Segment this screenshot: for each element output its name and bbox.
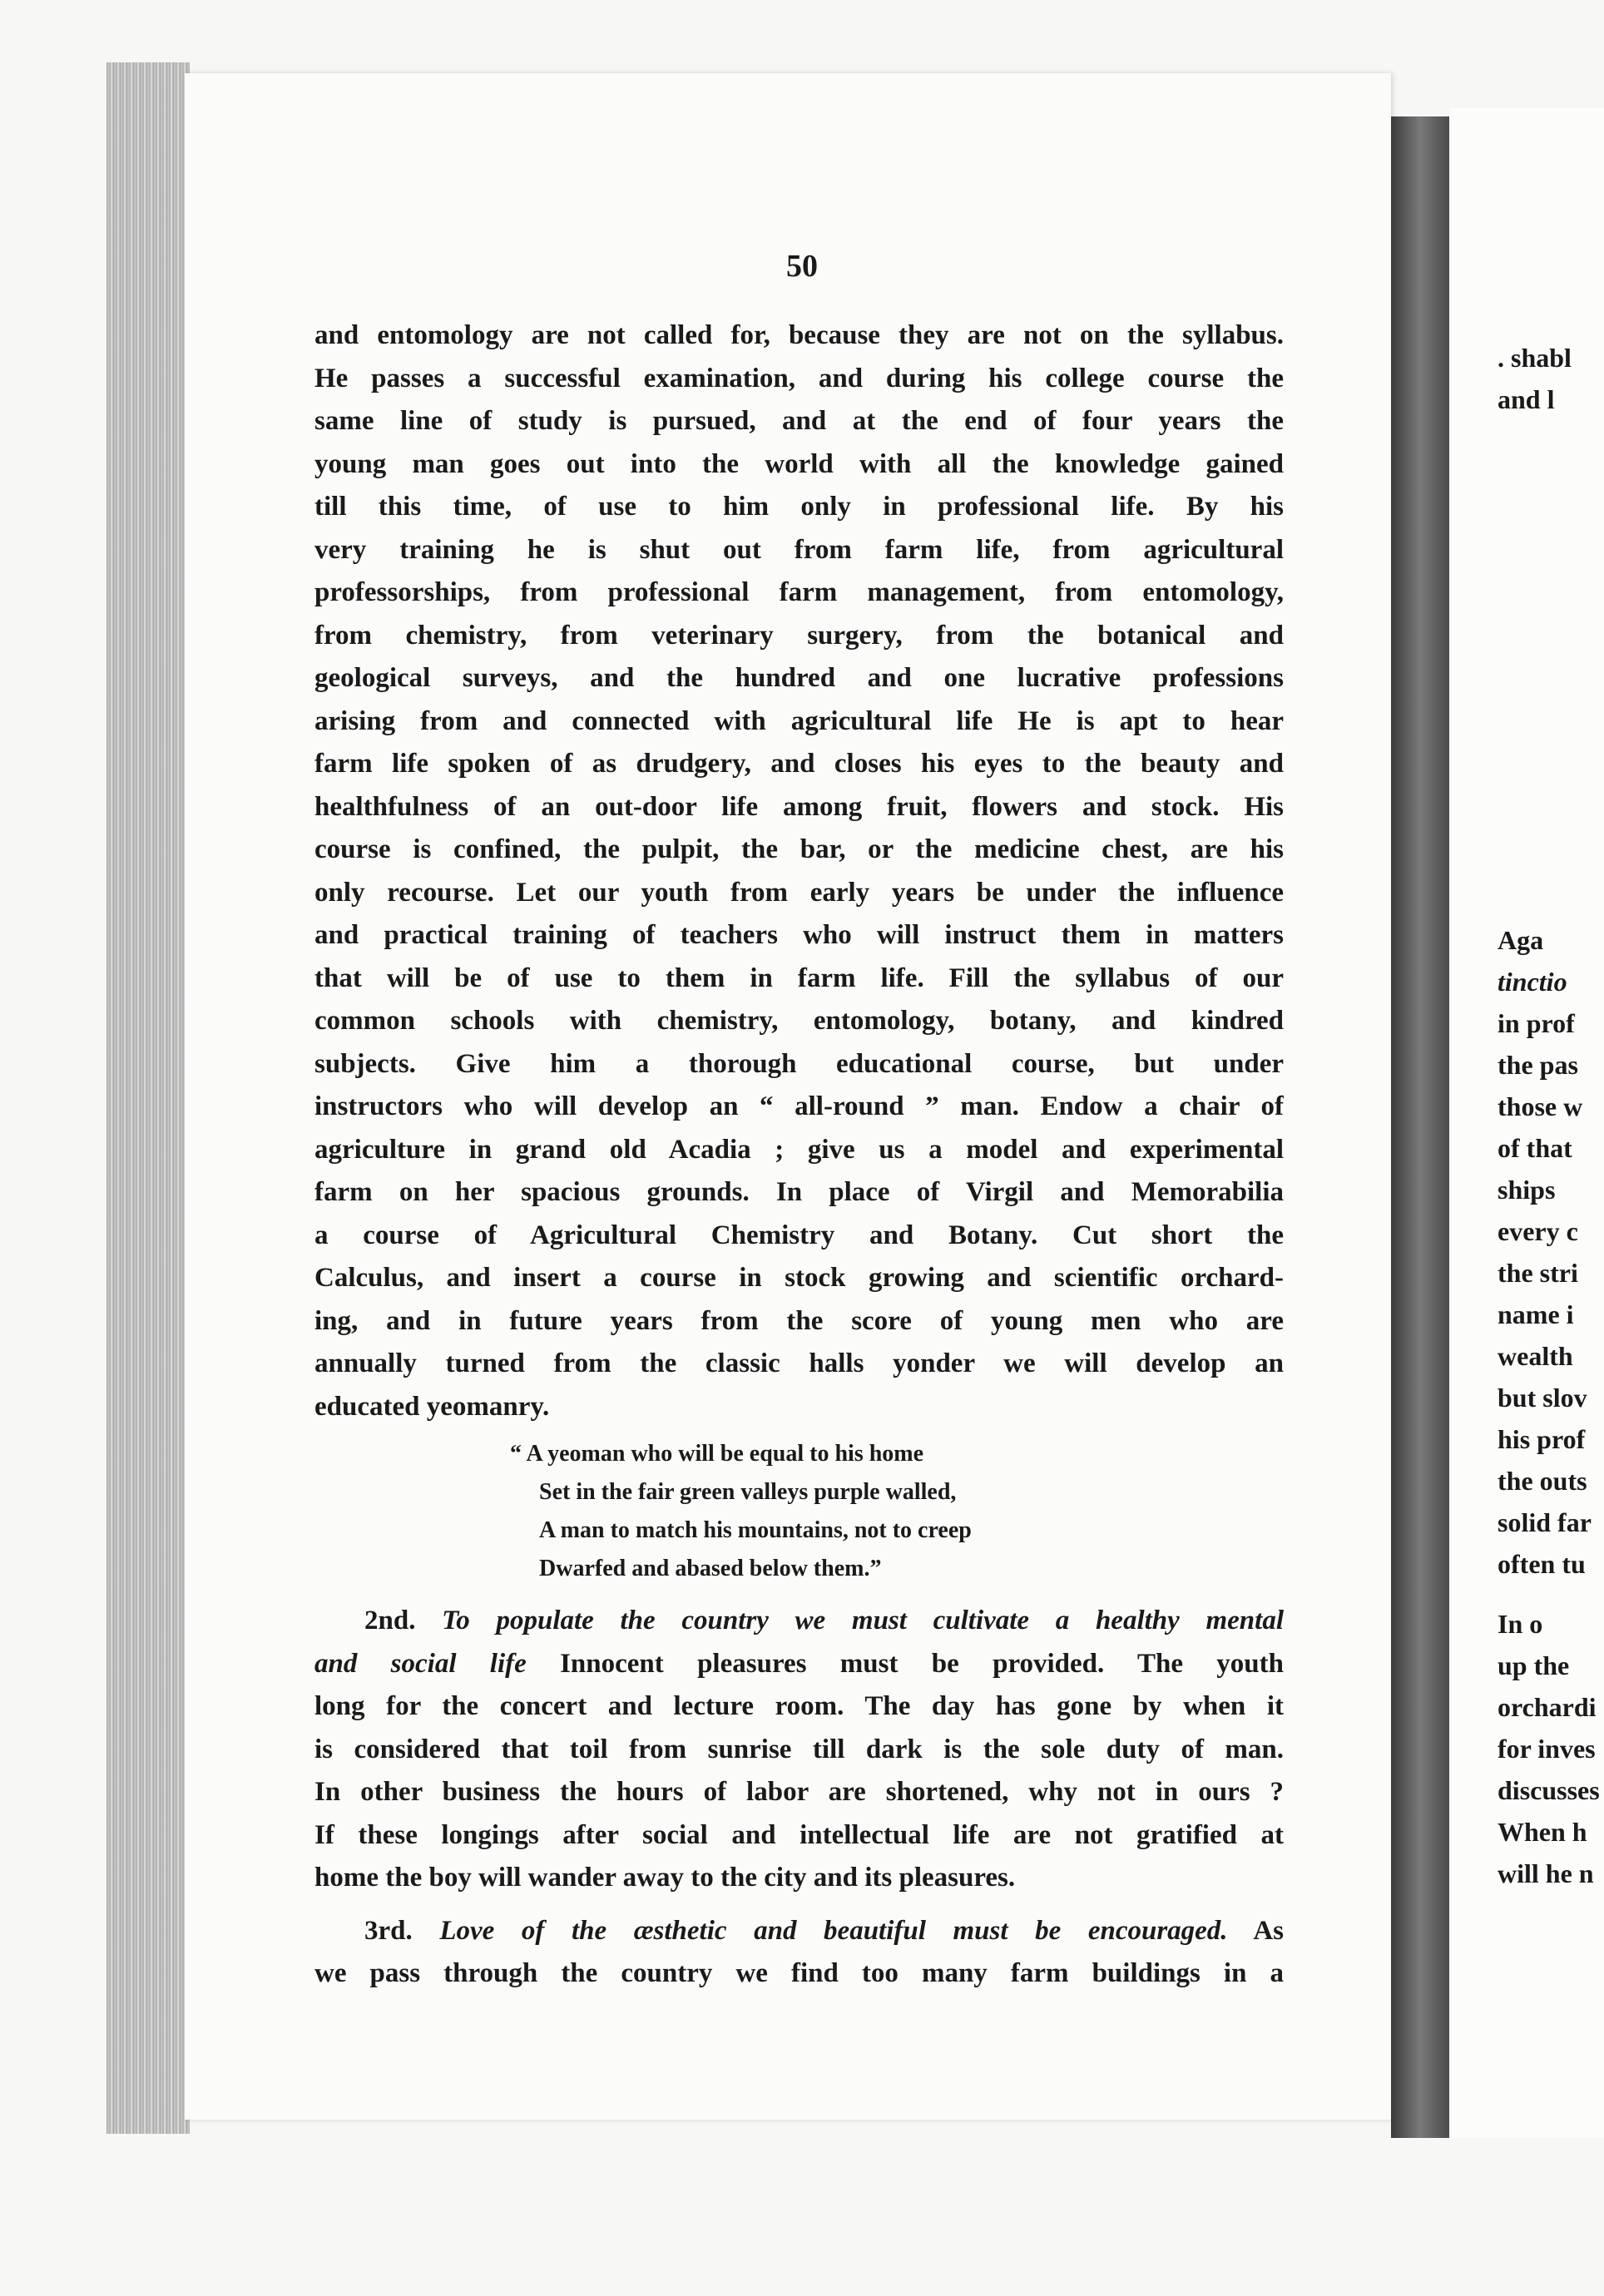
text-run: As <box>1227 1915 1284 1946</box>
right-text-line: orchardi <box>1498 1692 1597 1722</box>
paragraph-1 <box>314 314 1284 1428</box>
right-text-line: those w <box>1498 1091 1583 1121</box>
text-line: a course of Agricultural Chemistry and Botany. Cut short the <box>314 1220 1284 1250</box>
text-line: In other business the hours of labor are shortened, why not in ours ? <box>314 1777 1284 1807</box>
text-line <box>314 1600 1284 1643</box>
paragraph-2 <box>314 1600 1284 1900</box>
right-text-line: In o <box>1498 1609 1543 1639</box>
verse-quote <box>314 1435 1284 1588</box>
text-line: home the boy will wander away to the city and its pleasures. <box>314 1863 1016 1893</box>
page-edges <box>106 62 190 2134</box>
page-number: 50 <box>786 249 818 284</box>
right-text-line: his prof <box>1498 1424 1586 1454</box>
right-text-line: wealth <box>1498 1341 1573 1371</box>
right-text-line: . shabl <box>1498 343 1572 373</box>
verse-line: Set in the fair green valleys purple walled, <box>539 1479 957 1505</box>
right-text-line: When h <box>1498 1817 1587 1847</box>
verse-line: “ A yeoman who will be equal to his home <box>510 1441 924 1467</box>
text-line: long for the concert and lecture room. The day has gone by when it <box>314 1691 1284 1721</box>
right-text-line: of that <box>1498 1133 1572 1163</box>
right-text-line: in prof <box>1498 1008 1575 1038</box>
paragraph-3 <box>314 1910 1284 1996</box>
book-gutter <box>1391 116 1449 2138</box>
text-line <box>314 1910 1284 1953</box>
right-text-line: for inves <box>1498 1734 1596 1764</box>
right-text-line: Aga <box>1498 925 1544 955</box>
right-text-line: solid far <box>1498 1507 1592 1537</box>
text-line: and entomology are not called for, because they are not on the syllabus. <box>314 320 1284 350</box>
right-para-gap <box>1498 1585 1604 1603</box>
text-line: farm life spoken of as drudgery, and closes his eyes to the beauty and <box>314 749 1284 779</box>
right-text-line: will he n <box>1498 1858 1594 1888</box>
paragraph-2-body <box>314 1685 1284 1900</box>
right-page-text <box>1498 337 1604 1894</box>
right-top-lines <box>1498 337 1604 420</box>
text-line: very training he is shut out from farm life, from agricultural <box>314 534 1284 565</box>
text-line: farm on her spacious grounds. In place of Virgil and Memorabilia <box>314 1177 1284 1207</box>
text-line: till this time, of use to him only in professional life. By his <box>314 492 1284 522</box>
text-line: Calculus, and insert a course in stock growing and scientific orchard- <box>314 1263 1284 1293</box>
text-line: course is confined, the pulpit, the bar, or the medicine chest, are his <box>314 834 1284 864</box>
text-line: arising from and connected with agricultural life He is apt to hear <box>314 705 1284 736</box>
right-text-line: ships <box>1498 1175 1556 1205</box>
text-line: that will be of use to them in farm life. Fill the syllabus of our <box>314 962 1284 993</box>
paragraph-3-body <box>314 1952 1284 1996</box>
right-text-line: the stri <box>1498 1258 1578 1288</box>
section-label-2nd: 2nd. <box>364 1606 416 1635</box>
section-heading-3rd: Love of the æsthetic and beautiful must be encouraged. <box>439 1915 1228 1946</box>
text-line: same line of study is pursued, and at the end of four years the <box>314 406 1284 436</box>
text-line: He passes a successful examination, and during his college course the <box>314 363 1284 393</box>
right-text-line: the outs <box>1498 1466 1587 1496</box>
right-text-line: but slov <box>1498 1383 1587 1413</box>
section-heading-2nd-cont: and social life <box>314 1648 527 1679</box>
right-text-line: and l <box>1498 384 1555 414</box>
text-line: we pass through the country we find too many farm buildings in a <box>314 1958 1284 1988</box>
text-line: agriculture in grand old Acadia ; give us a model and experimental <box>314 1134 1284 1165</box>
right-main-lines <box>1498 919 1604 1585</box>
text-line: If these longings after social and intellectual life are not gratified at <box>314 1819 1284 1850</box>
verse-line: A man to match his mountains, not to creep <box>539 1517 972 1543</box>
text-line: geological surveys, and the hundred and one lucrative professions <box>314 663 1284 693</box>
verse-line: Dwarfed and abased below them.” <box>539 1556 882 1581</box>
right-text-line: every c <box>1498 1216 1578 1246</box>
text-line: professorships, from professional farm management, from entomology, <box>314 577 1284 607</box>
right-text-line: up the <box>1498 1650 1570 1680</box>
text-line: from chemistry, from veterinary surgery, from the botanical and <box>314 620 1284 651</box>
text-run: Innocent pleasures must be provided. The youth <box>526 1648 1284 1679</box>
right-text-line: tinctio <box>1498 967 1567 997</box>
text-line: is considered that toil from sunrise till dark is the sole duty of man. <box>314 1734 1284 1764</box>
right-text-line: discusses <box>1498 1775 1600 1805</box>
right-text-line: often tu <box>1498 1549 1586 1579</box>
text-line: healthfulness of an out-door life among fruit, flowers and stock. His <box>314 791 1284 822</box>
text-line: subjects. Give him a thorough educational course, but under <box>314 1048 1284 1079</box>
section-label-3rd: 3rd. <box>364 1915 413 1946</box>
left-page-text <box>314 314 1284 1996</box>
text-line: annually turned from the classic halls yonder we will develop an <box>314 1348 1284 1378</box>
text-line: and practical training of teachers who will instruct them in matters <box>314 920 1284 950</box>
section-heading-2nd: To populate the country we must cultivate a healthy mental <box>442 1606 1284 1635</box>
text-line: only recourse. Let our youth from early years be under the influence <box>314 877 1284 908</box>
right-bottom-lines <box>1498 1603 1604 1894</box>
right-text-line: name i <box>1498 1299 1574 1329</box>
right-blank-gap <box>1498 420 1604 919</box>
text-line: common schools with chemistry, entomology, botany, and kindred <box>314 1006 1284 1036</box>
text-line: ing, and in future years from the score of young men who are <box>314 1305 1284 1336</box>
text-line: young man goes out into the world with all the knowledge gained <box>314 448 1284 479</box>
text-line <box>314 1643 1284 1686</box>
text-line: instructors who will develop an “ all-round ” man. Endow a chair of <box>314 1091 1284 1121</box>
right-text-line: the pas <box>1498 1050 1578 1080</box>
text-line: educated yeomanry. <box>314 1391 550 1422</box>
